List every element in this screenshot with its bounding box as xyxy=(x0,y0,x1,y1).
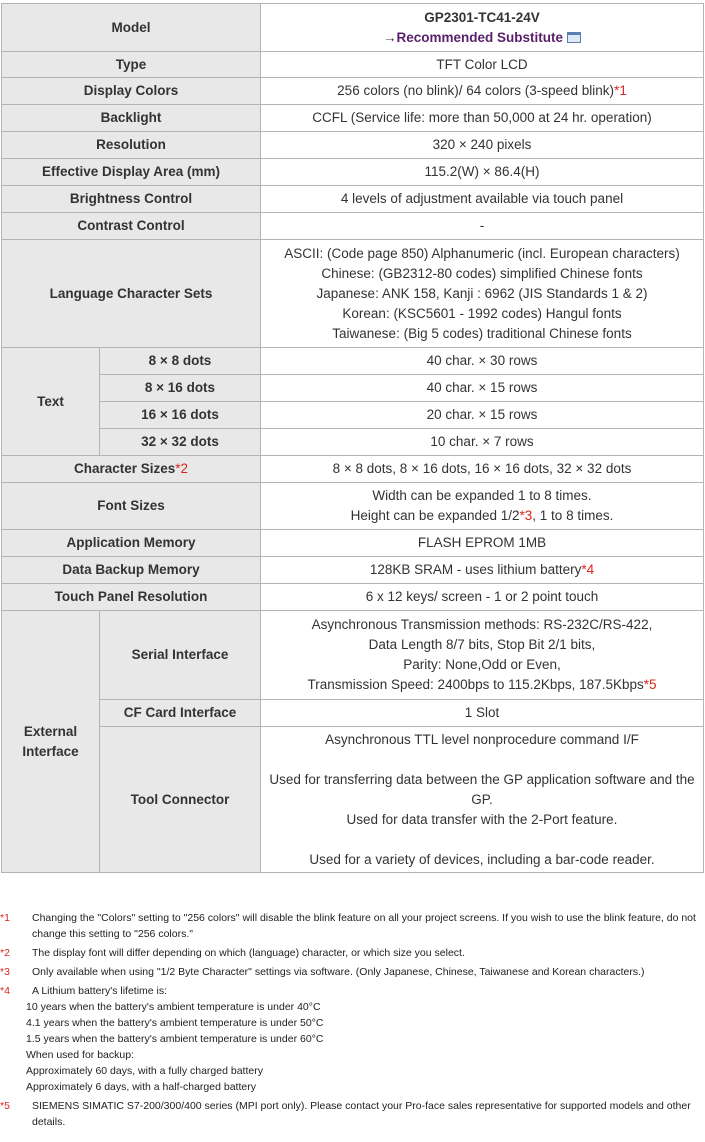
font-sizes-text: , 1 to 8 times. xyxy=(532,508,614,523)
row-text-8x16 xyxy=(2,375,704,402)
footnote-subline: 10 years when the battery's ambient temperature is under 40°C xyxy=(26,1001,321,1013)
row-app-memory xyxy=(2,530,704,557)
label-resolution: Resolution xyxy=(2,132,261,159)
footnote-subline: Approximately 60 days, with a fully charged battery xyxy=(26,1065,263,1077)
label-language: Language Character Sets xyxy=(2,240,261,348)
label-text-size: 8 × 8 dots xyxy=(100,348,261,375)
value-backlight: CCFL (Service life: more than 50,000 at 24 hr. operation) xyxy=(261,105,704,132)
value-text-size: 40 char. × 30 rows xyxy=(261,348,704,375)
label-display-area: Effective Display Area (mm) xyxy=(2,159,261,186)
footnote-subline: Approximately 6 days, with a half-charged battery xyxy=(26,1081,256,1093)
footnote-mark: *3 xyxy=(0,966,10,978)
blank-line xyxy=(267,750,697,770)
value-type: TFT Color LCD xyxy=(261,52,704,78)
label-model: Model xyxy=(2,4,261,52)
footnote-text: A Lithium battery's lifetime is: xyxy=(32,985,168,997)
model-name: GP2301-TC41-24V xyxy=(424,9,540,25)
label-cf: CF Card Interface xyxy=(100,700,261,727)
label-app-memory: Application Memory xyxy=(2,530,261,557)
serial-text: Transmission Speed: 2400bps to 115.2Kbps, 187.5Kbps xyxy=(307,677,644,692)
value-cf: 1 Slot xyxy=(261,700,704,727)
value-brightness: 4 levels of adjustment available via touch panel xyxy=(261,186,704,213)
label-serial: Serial Interface xyxy=(100,611,261,700)
label-contrast: Contrast Control xyxy=(2,213,261,240)
footnote-ref-5[interactable]: *5 xyxy=(643,677,657,692)
footnote-ref-1[interactable]: *1 xyxy=(614,83,627,98)
arrow-glyph: → xyxy=(382,29,397,45)
language-line: Chinese: (GB2312-80 codes) simplified Chinese fonts xyxy=(321,265,643,281)
footnote-ref-3[interactable]: *3 xyxy=(519,508,533,523)
footnote-mark: *4 xyxy=(0,985,10,997)
footnote-3 xyxy=(0,964,705,980)
value-backup-memory xyxy=(261,557,704,584)
row-model xyxy=(2,4,704,52)
label-text: Text xyxy=(2,348,100,456)
row-resolution xyxy=(2,132,704,159)
footnote-ref-4[interactable]: *4 xyxy=(581,562,595,577)
value-resolution: 320 × 240 pixels xyxy=(261,132,704,159)
footnote-text: Changing the "Colors" setting to "256 colors" will disable the blink feature on all your project screens. If you wish to use the blink feature, do not change this setting to "256 colors." xyxy=(32,912,696,940)
label-text-size: 16 × 16 dots xyxy=(100,402,261,429)
row-cf xyxy=(2,700,704,727)
language-line: Korean: (KSC5601 - 1992 codes) Hangul fonts xyxy=(342,305,622,321)
language-line: Japanese: ANK 158, Kanji : 6962 (JIS Standards 1 & 2) xyxy=(316,285,648,301)
language-line: Taiwanese: (Big 5 codes) traditional Chinese fonts xyxy=(332,325,632,341)
footnote-mark: *1 xyxy=(0,912,10,924)
label-display-colors: Display Colors xyxy=(2,78,261,105)
footnote-4 xyxy=(0,983,705,1095)
font-sizes-text: Height can be expanded 1/2 xyxy=(350,508,520,523)
footnote-subline: 1.5 years when the battery's ambient temperature is under 60°C xyxy=(26,1033,324,1045)
row-display-colors xyxy=(2,78,704,105)
label-char-sizes xyxy=(2,456,261,483)
row-tool xyxy=(2,727,704,873)
value-app-memory: FLASH EPROM 1MB xyxy=(261,530,704,557)
footnote-text: Only available when using "1/2 Byte Character" settings via software. (Only Japanese, Chinese, Taiwanese and Korean characters.) xyxy=(32,966,645,978)
backup-memory-text: 128KB SRAM - uses lithium battery xyxy=(369,562,582,577)
tool-line: Used for data transfer with the 2-Port feature. xyxy=(346,811,618,827)
label-font-sizes: Font Sizes xyxy=(2,483,261,530)
value-text-size: 40 char. × 15 rows xyxy=(261,375,704,402)
value-serial xyxy=(261,611,704,700)
tool-line: Used for a variety of devices, including a bar-code reader. xyxy=(309,851,655,867)
row-text-8x8 xyxy=(2,348,704,375)
value-char-sizes: 8 × 8 dots, 8 × 16 dots, 16 × 16 dots, 32 × 32 dots xyxy=(261,456,704,483)
blank-line xyxy=(267,830,697,850)
row-char-sizes xyxy=(2,456,704,483)
row-touch xyxy=(2,584,704,611)
footnote-subline: When used for backup: xyxy=(26,1049,134,1061)
footnote-text: The display font will differ depending on which (language) character, or which size you select. xyxy=(32,947,465,959)
row-serial xyxy=(2,611,704,700)
label-backup-memory: Data Backup Memory xyxy=(2,557,261,584)
label-tool: Tool Connector xyxy=(100,727,261,873)
row-font-sizes xyxy=(2,483,704,530)
footnote-ref-2[interactable]: *2 xyxy=(175,461,189,476)
serial-line: Parity: None,Odd or Even, xyxy=(403,657,561,672)
footnote-2 xyxy=(0,945,705,961)
value-touch: 6 x 12 keys/ screen - 1 or 2 point touch xyxy=(261,584,704,611)
serial-line xyxy=(267,675,697,695)
language-line: ASCII: (Code page 850) Alphanumeric (incl. European characters) xyxy=(284,245,680,261)
row-backup-memory xyxy=(2,557,704,584)
footnote-subline: 4.1 years when the battery's ambient temperature is under 50°C xyxy=(26,1017,324,1029)
label-backlight: Backlight xyxy=(2,105,261,132)
font-sizes-line: Width can be expanded 1 to 8 times. xyxy=(372,488,592,503)
row-display-area xyxy=(2,159,704,186)
value-contrast: - xyxy=(261,213,704,240)
footnote-mark: *5 xyxy=(0,1100,10,1112)
spec-table xyxy=(1,3,704,873)
substitute-label: Recommended Substitute xyxy=(396,29,564,45)
value-text-size: 20 char. × 15 rows xyxy=(261,402,704,429)
label-text-size: 32 × 32 dots xyxy=(100,429,261,456)
row-text-32x32 xyxy=(2,429,704,456)
row-text-16x16 xyxy=(2,402,704,429)
serial-line: Asynchronous Transmission methods: RS-232C/RS-422, xyxy=(311,617,653,632)
label-external-interface xyxy=(2,611,100,873)
char-sizes-label: Character Sizes xyxy=(73,461,176,476)
serial-line: Data Length 8/7 bits, Stop Bit 2/1 bits, xyxy=(368,637,596,652)
footnote-1 xyxy=(0,910,705,942)
recommended-substitute-link[interactable] xyxy=(267,28,697,48)
value-text-size: 10 char. × 7 rows xyxy=(261,429,704,456)
value-display-area: 115.2(W) × 86.4(H) xyxy=(261,159,704,186)
footnote-5 xyxy=(0,1098,705,1130)
row-backlight xyxy=(2,105,704,132)
tool-line: Used for transferring data between the GP application software and the xyxy=(269,771,695,787)
external-label-line: Interface xyxy=(22,743,79,759)
tool-line: GP. xyxy=(471,791,493,807)
value-tool xyxy=(261,727,704,873)
value-model xyxy=(261,4,704,52)
font-sizes-line xyxy=(267,506,697,526)
display-colors-text: 256 colors (no blink)/ 64 colors (3-speed blink) xyxy=(337,83,615,98)
footnotes xyxy=(0,910,705,1133)
row-brightness xyxy=(2,186,704,213)
row-language xyxy=(2,240,704,348)
label-brightness: Brightness Control xyxy=(2,186,261,213)
external-label-line: External xyxy=(23,723,78,739)
label-type: Type xyxy=(2,52,261,78)
footnote-mark: *2 xyxy=(0,947,10,959)
footnote-text: SIEMENS SIMATIC S7-200/300/400 series (MPI port only). Please contact your Pro-face sales representative for supported models and other details. xyxy=(32,1100,691,1128)
row-contrast xyxy=(2,213,704,240)
value-language xyxy=(261,240,704,348)
window-icon[interactable] xyxy=(567,32,581,43)
tool-line: Asynchronous TTL level nonprocedure command I/F xyxy=(325,731,639,747)
label-text-size: 8 × 16 dots xyxy=(100,375,261,402)
value-display-colors xyxy=(261,78,704,105)
row-type xyxy=(2,52,704,78)
value-font-sizes xyxy=(261,483,704,530)
label-touch: Touch Panel Resolution xyxy=(2,584,261,611)
